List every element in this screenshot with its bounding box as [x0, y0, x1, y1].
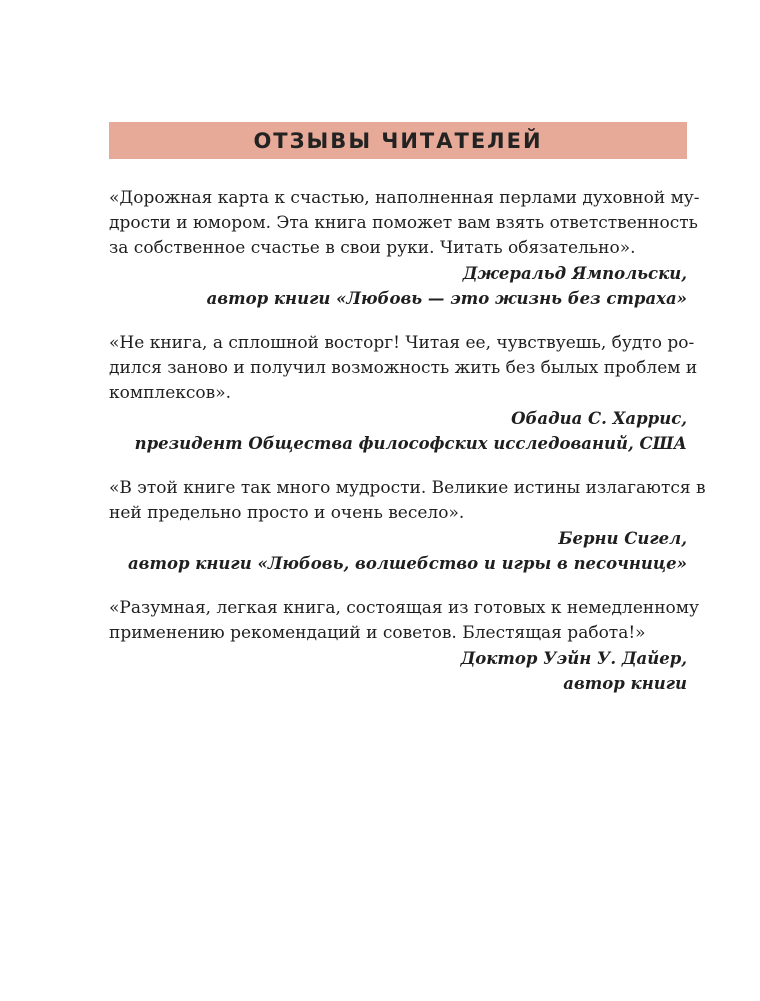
section-header-bar: [109, 122, 687, 159]
review-quote-line: дрости и юмором. Эта книга поможет вам взять ответственность: [109, 213, 698, 233]
review-quote-line: ней предельно просто и очень весело».: [109, 503, 465, 523]
review-quote-line: комплексов».: [109, 383, 232, 403]
review-author-role: автор книги «Любовь — это жизнь без страха»: [206, 289, 687, 308]
review-author: Обадиа С. Харрис,: [511, 409, 687, 428]
review-quote-line: «Разумная, легкая книга, состоящая из готовых к немедленному: [109, 598, 700, 618]
review-author: Доктор Уэйн У. Дайер,: [460, 649, 687, 668]
review-author-role: автор книги: [563, 674, 687, 693]
review-quote-line: «Не книга, а сплошной восторг! Читая ее, чувствуешь, будто ро-: [109, 333, 695, 353]
review-author-role: автор книги «Любовь, волшебство и игры в песочнице»: [127, 554, 687, 573]
review-item: [109, 476, 706, 576]
review-quote-line: дился заново и получил возможность жить без былых проблем и: [109, 358, 698, 378]
review-item: [109, 331, 698, 456]
review-author-role: президент Общества философских исследований, США: [134, 434, 687, 453]
review-quote-line: применению рекомендаций и советов. Блестящая работа!»: [109, 623, 646, 643]
review-quote-line: за собственное счастье в свои руки. Читать обязательно».: [109, 238, 636, 258]
reviews-list: [109, 186, 706, 716]
section-title: ОТЗЫВЫ ЧИТАТЕЛЕЙ: [253, 128, 543, 153]
review-quote-line: «В этой книге так много мудрости. Великие истины излагаются в: [109, 478, 706, 498]
review-item: [109, 596, 700, 696]
review-quote-line: «Дорожная карта к счастью, наполненная перлами духовной му-: [109, 188, 700, 208]
review-item: [109, 186, 700, 311]
review-author: Берни Сигел,: [558, 529, 687, 548]
review-author: Джеральд Ямпольски,: [462, 264, 687, 283]
